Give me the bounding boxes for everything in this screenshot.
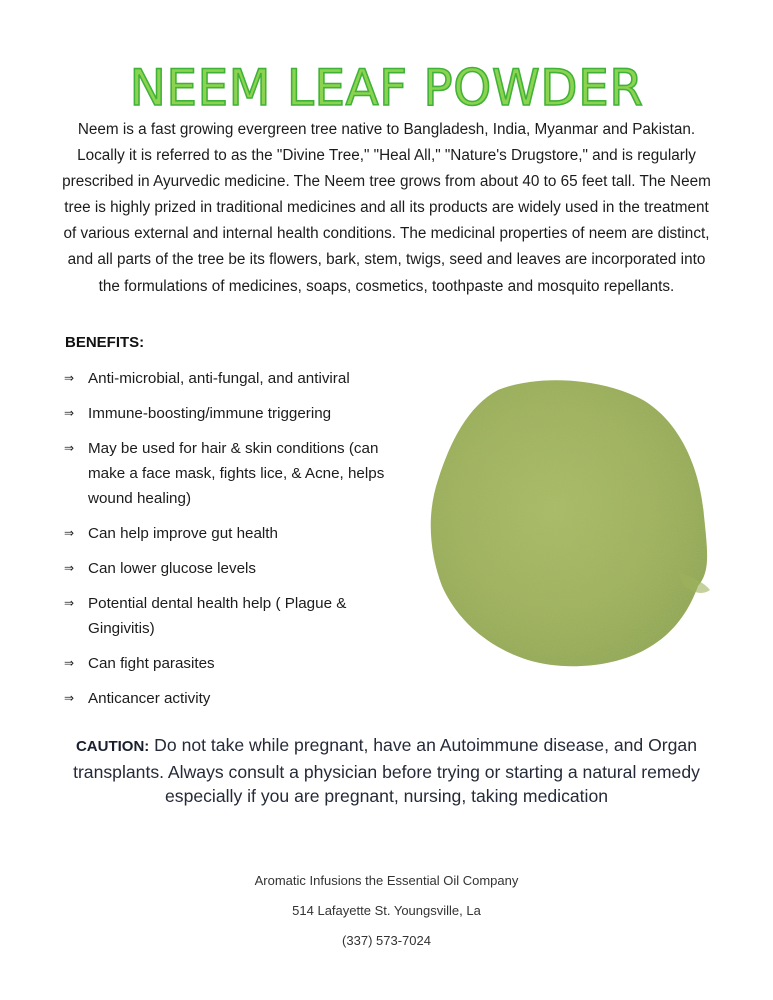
benefit-item <box>64 366 414 391</box>
benefit-item <box>64 651 414 676</box>
double-arrow-icon: ⇒ <box>64 596 75 610</box>
caution-notice <box>70 733 703 809</box>
footer <box>0 866 773 956</box>
double-arrow-icon: ⇒ <box>64 561 75 575</box>
benefit-item <box>64 401 414 426</box>
footer-company: Aromatic Infusions the Essential Oil Company <box>254 873 519 888</box>
benefit-item <box>64 686 414 711</box>
intro-text: Neem is a fast growing evergreen tree native to Bangladesh, India, Myanmar and Pakistan. Locally it is referred to as the "Divine Tree," "Heal All," "Nature's Drugstore," and is regularly prescribed in Ayurvedic medicine. The Neem tree grows from about 40 to 65 feet tall. The Neem tree is highly prized in traditional medicines and all its products are widely used in the treatment of various external and internal health conditions. The medicinal properties of neem are distinct, and all parts of the tree be its flowers, bark, stem, twigs, seed and leaves are incorporated into the formulations of medicines, soaps, cosmetics, toothpaste and mosquito repellants. <box>62 121 711 295</box>
caution-label: CAUTION: <box>75 738 150 755</box>
benefit-text: May be used for hair & skin conditions (can make a face mask, fights lice, & Acne, helps wound healing) <box>88 440 385 507</box>
double-arrow-icon: ⇒ <box>64 656 75 670</box>
page-title: NEEM LEAF POWDER <box>129 59 644 117</box>
double-arrow-icon: ⇒ <box>64 406 75 420</box>
benefit-text: Anti-microbial, anti-fungal, and antiviral <box>88 370 350 387</box>
benefits-heading: BENEFITS: <box>65 334 145 351</box>
footer-phone: (337) 573-7024 <box>342 933 431 948</box>
double-arrow-icon: ⇒ <box>64 371 75 385</box>
intro-paragraph <box>56 117 717 300</box>
double-arrow-icon: ⇒ <box>64 691 75 705</box>
benefit-item <box>64 556 414 581</box>
benefit-text: Can lower glucose levels <box>88 560 256 577</box>
powder-pile <box>431 380 707 666</box>
benefit-item <box>64 436 414 511</box>
footer-address: 514 Lafayette St. Youngsville, La <box>292 903 481 918</box>
neem-powder-image <box>428 376 714 672</box>
caution-text: Do not take while pregnant, have an Autoimmune disease, and Organ transplants. Always consult a physician before trying or starting a natural remedy especially if you are pregnant, nursing, taking medication <box>73 735 700 806</box>
benefit-item <box>64 521 414 546</box>
double-arrow-icon: ⇒ <box>64 526 75 540</box>
double-arrow-icon: ⇒ <box>64 441 75 455</box>
benefit-text: Anticancer activity <box>88 690 211 707</box>
benefit-text: Can fight parasites <box>88 655 215 672</box>
benefit-text: Can help improve gut health <box>88 525 278 542</box>
benefit-text: Potential dental health help ( Plague & Gingivitis) <box>88 595 347 637</box>
benefit-item <box>64 591 414 641</box>
benefits-list <box>64 366 414 721</box>
benefit-text: Immune-boosting/immune triggering <box>88 405 332 422</box>
